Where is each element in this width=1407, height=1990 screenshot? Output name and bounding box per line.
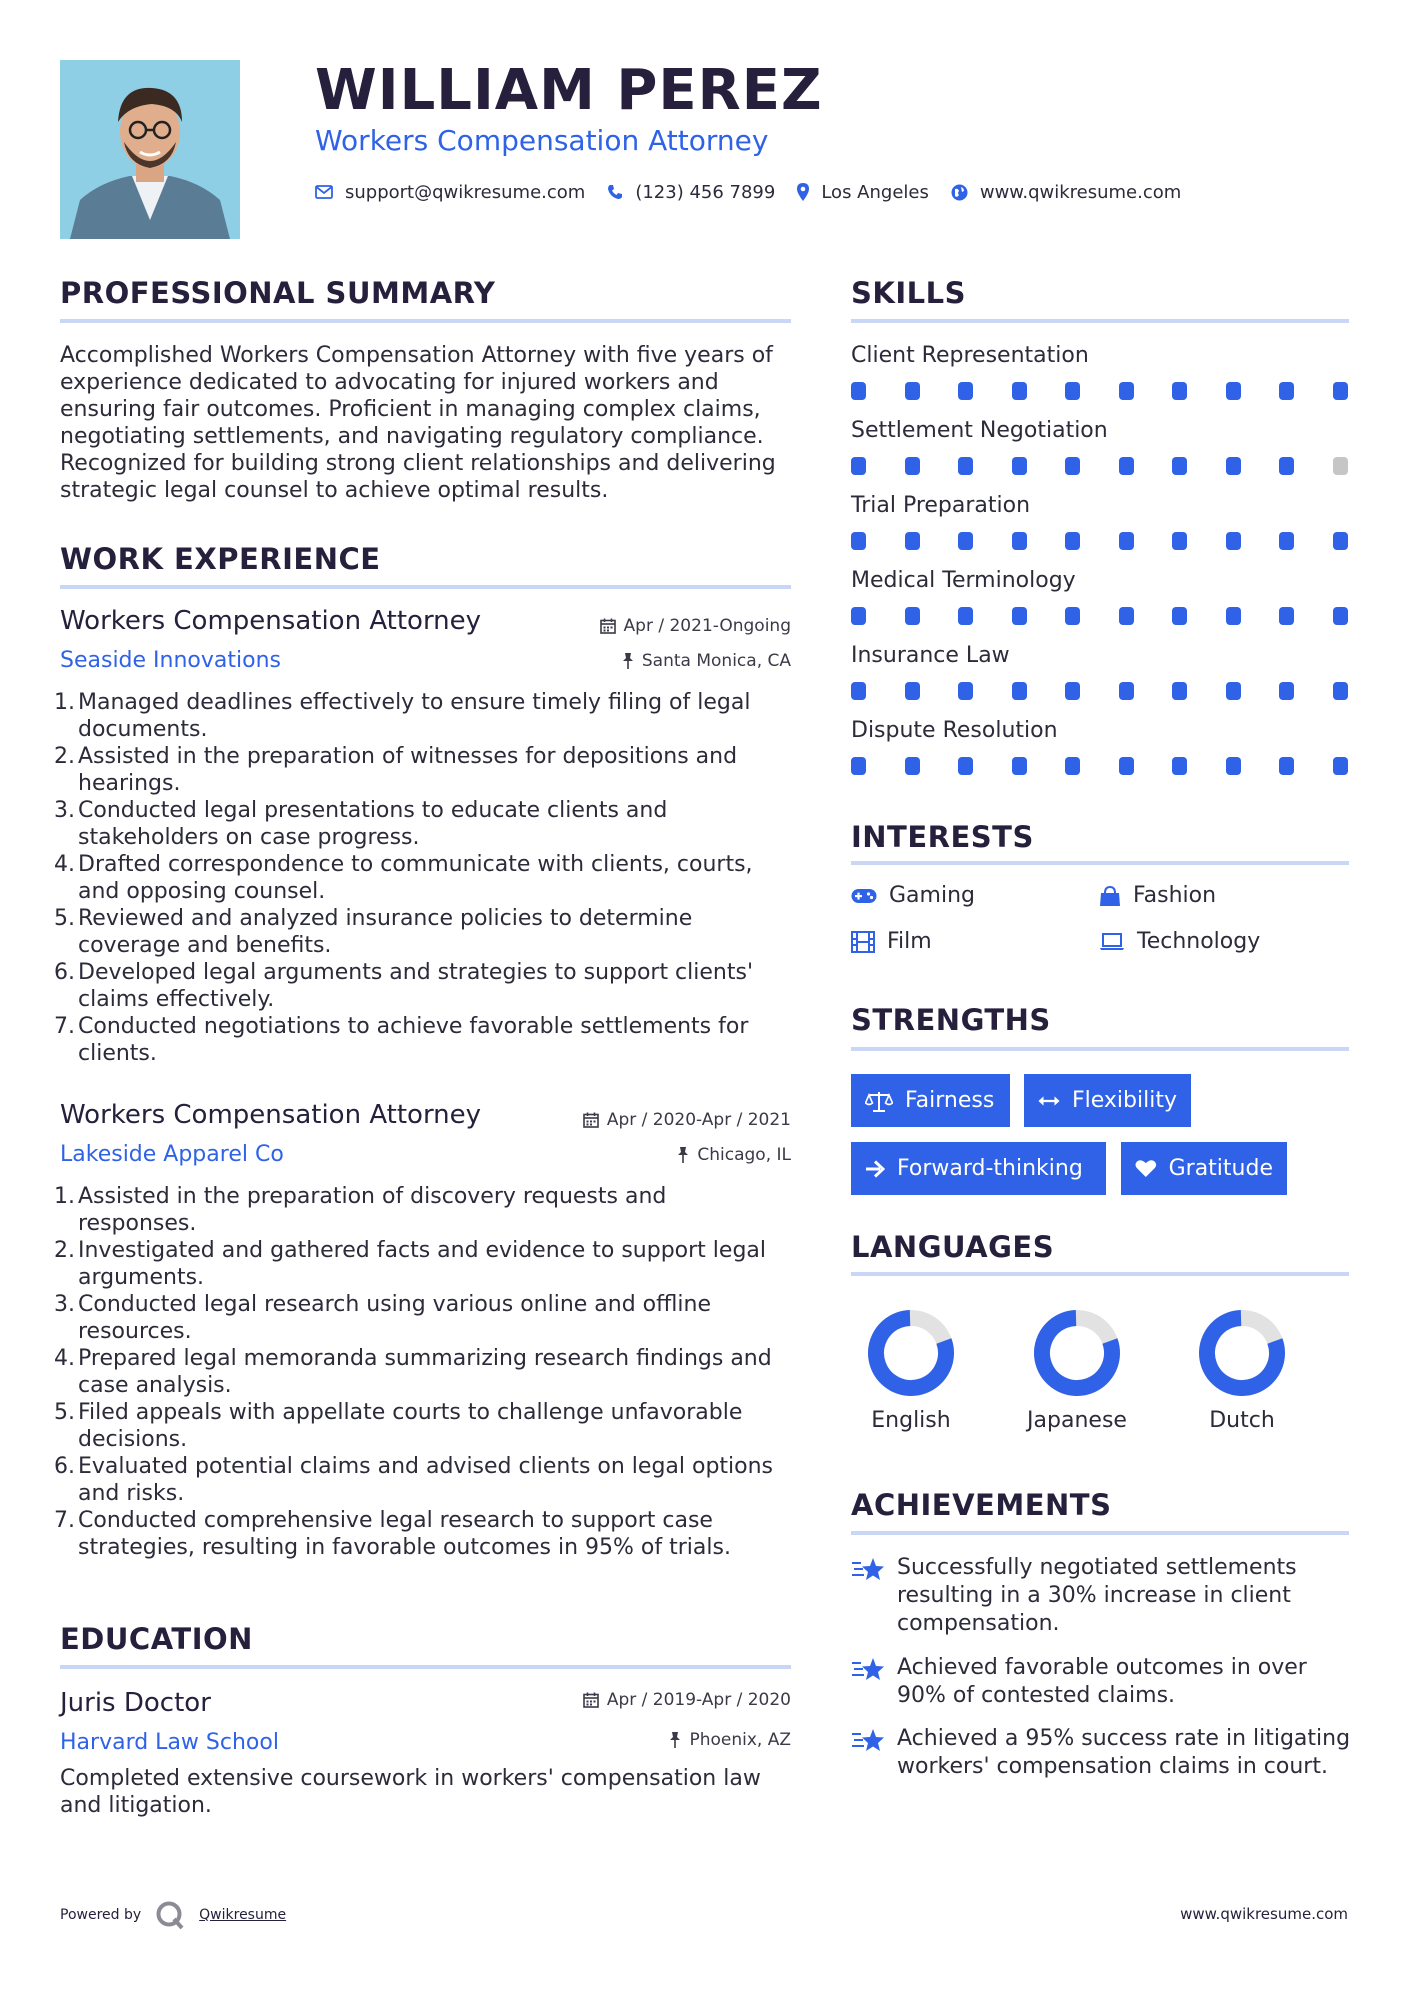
contact-bar (315, 180, 1203, 204)
globe-icon (951, 184, 968, 201)
skill-label: Medical Terminology (851, 568, 1076, 593)
strength-tag (1121, 1142, 1287, 1195)
list-item: 4. Prepared legal memoranda summarizing research findings and case analysis. (54, 1346, 772, 1398)
skill-dot-filled (851, 532, 866, 550)
balance-scale-icon (865, 1090, 893, 1112)
skill-dot-filled (958, 532, 973, 550)
skill-dot-filled (1119, 382, 1134, 400)
achievement-item (851, 1725, 1361, 1781)
contact-website[interactable] (951, 182, 1181, 203)
skill-label: Settlement Negotiation (851, 418, 1108, 443)
skill-dot-filled (1119, 607, 1134, 625)
powered-by-text: Powered by (60, 1907, 142, 1923)
list-item: 1. Assisted in the preparation of discovery requests and responses. (54, 1184, 667, 1236)
skill-dot-filled (1279, 682, 1294, 700)
profile-photo (60, 60, 240, 239)
skill-dot-filled (1333, 532, 1348, 550)
email-text: support@qwikresume.com (345, 181, 586, 203)
skill-dot-filled (1279, 382, 1294, 400)
interest-item (851, 929, 932, 954)
experience-heading: WORK EXPERIENCE (60, 542, 381, 576)
website-text: www.qwikresume.com (979, 181, 1182, 203)
candidate-name: WILLIAM PEREZ (315, 58, 823, 123)
interest-item (851, 883, 975, 908)
job-dates-text: Apr / 2021-Ongoing (623, 616, 791, 636)
list-item: 7. Conducted negotiations to achieve favorable settlements for clients. (54, 1014, 749, 1066)
education-location (500, 1730, 791, 1750)
calendar-icon (583, 1692, 599, 1708)
skill-dot-filled (1012, 757, 1027, 775)
list-item: 5. Filed appeals with appellate courts to challenge unfavorable decisions. (54, 1400, 743, 1452)
list-item: 2. Assisted in the preparation of witnesses for depositions and hearings. (54, 744, 738, 796)
skill-dot-filled (1279, 757, 1294, 775)
skill-dot-filled (1119, 682, 1134, 700)
summary-rule (60, 319, 791, 323)
list-item: 7. Conducted comprehensive legal research to support case strategies, resulting in favorable outcomes in 95% of trials. (54, 1508, 731, 1560)
skill-dot-filled (1279, 607, 1294, 625)
skill-dot-filled (1065, 682, 1080, 700)
film-icon (851, 931, 875, 953)
skill-dot-filled (1226, 682, 1241, 700)
skill-dot-filled (1119, 532, 1134, 550)
strength-label: Gratitude (1168, 1156, 1273, 1181)
calendar-icon (600, 618, 616, 634)
skill-dot-filled (1333, 757, 1348, 775)
interest-item (1099, 929, 1260, 954)
skill-dot-filled (1065, 607, 1080, 625)
languages-rule (851, 1272, 1349, 1276)
shooting-star-icon (851, 1657, 885, 1683)
interest-item (1099, 883, 1216, 908)
list-item: 4. Drafted correspondence to communicate with clients, courts, and opposing counsel. (54, 852, 753, 904)
language-label: Japanese (1027, 1408, 1127, 1433)
skill-label: Dispute Resolution (851, 718, 1058, 743)
skill-dot-filled (958, 757, 973, 775)
strength-label: Forward-thinking (897, 1156, 1083, 1181)
shopping-bag-icon (1099, 885, 1121, 907)
skill-dot-filled (905, 607, 920, 625)
skill-label: Client Representation (851, 343, 1089, 368)
contact-email[interactable] (315, 182, 585, 203)
language-item (1017, 1308, 1137, 1433)
qwikresume-logo-icon (155, 1900, 185, 1930)
skill-dot-filled (1119, 757, 1134, 775)
list-item: 3. Conducted legal presentations to educate clients and stakeholders on case progress. (54, 798, 668, 850)
skill-dot-filled (1226, 457, 1241, 475)
skill-dot-filled (1226, 382, 1241, 400)
interests-heading: INTERESTS (851, 820, 1034, 854)
skill-dot-empty (1333, 457, 1348, 475)
skill-dot-filled (1279, 532, 1294, 550)
education-location-text: Phoenix, AZ (689, 1730, 791, 1750)
language-label: Dutch (1209, 1408, 1275, 1433)
language-label: English (871, 1408, 951, 1433)
skill-dot-filled (1012, 682, 1027, 700)
strengths-rule (851, 1047, 1349, 1051)
job-dates (500, 1110, 791, 1130)
candidate-title: Workers Compensation Attorney (315, 124, 769, 157)
skill-dot-filled (958, 682, 973, 700)
language-item (1182, 1308, 1302, 1433)
qwikresume-link[interactable]: Qwikresume (199, 1907, 287, 1923)
education-description: Completed extensive coursework in workers' compensation law and litigation. (60, 1766, 761, 1818)
skill-dot-filled (1172, 682, 1187, 700)
job-location-text: Santa Monica, CA (641, 651, 791, 671)
interest-label: Gaming (889, 883, 975, 908)
strength-tag (851, 1142, 1106, 1195)
phone-text: (123) 456 7899 (635, 181, 776, 203)
skill-dot-filled (958, 457, 973, 475)
skill-dot-filled (1226, 607, 1241, 625)
summary-text: Accomplished Workers Compensation Attorney with five years of experience dedicated to advocating for injured workers and ensuring fair outcomes. Proficient in managing complex claims, negotiating settlements, and navigating regulatory compliance. Recognized for building strong client relationships and delivering strategic legal counsel to achieve optimal results. (60, 343, 776, 503)
achievement-text: Achieved favorable outcomes in over 90% of contested claims. (897, 1655, 1307, 1708)
footer-powered-by (60, 1900, 286, 1930)
skill-dot-filled (1065, 532, 1080, 550)
skill-dot-filled (1279, 457, 1294, 475)
languages-heading: LANGUAGES (851, 1230, 1055, 1264)
list-item: 5. Reviewed and analyzed insurance policies to determine coverage and benefits. (54, 906, 693, 958)
interest-label: Technology (1137, 929, 1261, 954)
skill-label: Insurance Law (851, 643, 1010, 668)
skill-dot-filled (958, 607, 973, 625)
map-pin-icon (797, 183, 809, 201)
experience-rule (60, 585, 791, 589)
skill-level-dots (851, 757, 1351, 775)
job-dates-text: Apr / 2020-Apr / 2021 (606, 1110, 791, 1130)
job-bullets (54, 1183, 791, 1561)
job-location-text: Chicago, IL (697, 1145, 791, 1165)
skill-dot-filled (851, 682, 866, 700)
education-heading: EDUCATION (60, 1622, 253, 1656)
achievement-text: Achieved a 95% success rate in litigating workers' compensation claims in court. (897, 1726, 1351, 1779)
skill-level-dots (851, 532, 1351, 550)
envelope-icon (315, 185, 333, 199)
skill-dot-filled (1012, 457, 1027, 475)
education-dates (500, 1690, 791, 1710)
skill-dot-filled (851, 382, 866, 400)
skill-dot-filled (905, 757, 920, 775)
phone-icon (607, 184, 623, 200)
interest-label: Fashion (1133, 883, 1217, 908)
skill-dot-filled (1012, 382, 1027, 400)
achievement-item (851, 1554, 1361, 1638)
interests-rule (851, 861, 1349, 865)
strength-label: Fairness (905, 1088, 995, 1113)
language-proficiency-donut (1197, 1308, 1287, 1398)
arrow-right-icon (865, 1160, 885, 1178)
skill-dot-filled (905, 532, 920, 550)
calendar-icon (583, 1112, 599, 1128)
education-dates-text: Apr / 2019-Apr / 2020 (606, 1690, 791, 1710)
pushpin-icon (669, 1732, 681, 1748)
job-bullets (54, 689, 791, 1067)
language-item (851, 1308, 971, 1433)
skill-dot-filled (1172, 457, 1187, 475)
skill-level-dots (851, 607, 1351, 625)
language-proficiency-donut (866, 1308, 956, 1398)
list-item: 1. Managed deadlines effectively to ensure timely filing of legal documents. (54, 690, 751, 742)
skill-dot-filled (1119, 457, 1134, 475)
skill-dot-filled (1226, 532, 1241, 550)
skill-label: Trial Preparation (851, 493, 1031, 518)
job-dates (500, 616, 791, 636)
skill-dot-filled (1012, 607, 1027, 625)
company-name: Lakeside Apparel Co (60, 1142, 284, 1167)
list-item: 3. Conducted legal research using various online and offline resources. (54, 1292, 711, 1344)
achievement-item (851, 1654, 1361, 1710)
job-location (500, 1145, 791, 1165)
degree-title: Juris Doctor (60, 1688, 211, 1718)
skills-heading: SKILLS (851, 276, 966, 310)
contact-location (797, 182, 929, 203)
skill-level-dots (851, 382, 1351, 400)
list-item: 6. Evaluated potential claims and advised clients on legal options and risks. (54, 1454, 774, 1506)
language-proficiency-donut (1032, 1308, 1122, 1398)
achievement-text: Successfully negotiated settlements resulting in a 30% increase in client compensation. (897, 1555, 1297, 1636)
heart-icon (1135, 1158, 1157, 1179)
skill-dot-filled (851, 607, 866, 625)
achievements-heading: ACHIEVEMENTS (851, 1488, 1112, 1522)
summary-heading: PROFESSIONAL SUMMARY (60, 276, 496, 310)
skill-dot-filled (905, 457, 920, 475)
skill-dot-filled (1333, 382, 1348, 400)
location-text: Los Angeles (821, 181, 929, 203)
pushpin-icon (622, 653, 634, 669)
skill-dot-filled (1172, 382, 1187, 400)
skill-level-dots (851, 682, 1351, 700)
skill-dot-filled (851, 457, 866, 475)
list-item: 2. Investigated and gathered facts and evidence to support legal arguments. (54, 1238, 767, 1290)
achievements-rule (851, 1531, 1349, 1535)
skill-dot-filled (1012, 532, 1027, 550)
contact-phone[interactable] (607, 182, 775, 203)
footer-website[interactable]: www.qwikresume.com (1180, 1905, 1348, 1923)
laptop-icon (1099, 932, 1125, 952)
skill-dot-filled (905, 382, 920, 400)
skill-dot-filled (905, 682, 920, 700)
skill-level-dots (851, 457, 1351, 475)
strength-tag (851, 1074, 1010, 1127)
skill-dot-filled (1172, 757, 1187, 775)
skill-dot-filled (1065, 382, 1080, 400)
company-name: Seaside Innovations (60, 648, 281, 673)
strength-label: Flexibility (1072, 1088, 1177, 1113)
skills-rule (851, 319, 1349, 323)
strengths-heading: STRENGTHS (851, 1003, 1051, 1037)
school-name: Harvard Law School (60, 1730, 279, 1755)
pushpin-icon (677, 1147, 689, 1163)
skill-dot-filled (1065, 457, 1080, 475)
job-title: Workers Compensation Attorney (60, 1100, 482, 1130)
list-item: 6. Developed legal arguments and strategies to support clients' claims effectively. (54, 960, 753, 1012)
job-location (500, 651, 791, 671)
interest-label: Film (887, 929, 932, 954)
arrows-horizontal-icon (1038, 1094, 1060, 1108)
job-title: Workers Compensation Attorney (60, 606, 482, 636)
skill-dot-filled (1226, 757, 1241, 775)
skill-dot-filled (851, 757, 866, 775)
skill-dot-filled (1172, 532, 1187, 550)
skill-dot-filled (1172, 607, 1187, 625)
gamepad-icon (851, 888, 877, 904)
skill-dot-filled (1065, 757, 1080, 775)
strength-tag (1024, 1074, 1191, 1127)
skill-dot-filled (1333, 607, 1348, 625)
skill-dot-filled (958, 382, 973, 400)
education-rule (60, 1665, 791, 1669)
skill-dot-filled (1333, 682, 1348, 700)
shooting-star-icon (851, 1728, 885, 1754)
shooting-star-icon (851, 1557, 885, 1583)
